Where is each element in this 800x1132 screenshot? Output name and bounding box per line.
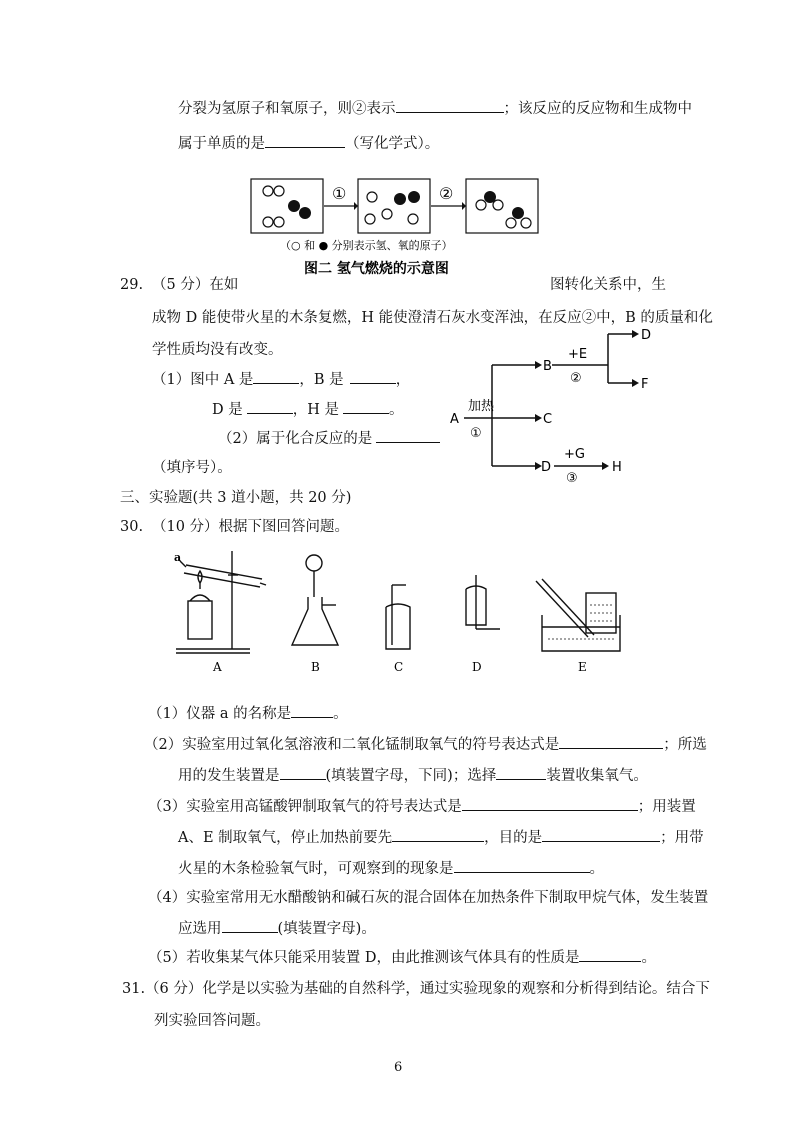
- figure-legend: （○ 和 ● 分别表示氢、氧的原子）: [280, 239, 453, 252]
- q30-part-2-line-1: （2）实验室用过氧化氢溶液和二氧化锰制取氧气的符号表达式是 ；所选: [144, 733, 707, 755]
- q30-part-5: （5）若收集某气体只能采用装置 D，由此推测该气体具有的性质是 。: [148, 946, 656, 968]
- q29-part-1-line-b: D 是 ，H 是 。: [212, 398, 404, 420]
- q30-part-3-line-1: （3）实验室用高锰酸钾制取氧气的符号表达式是 ；用装置: [148, 795, 696, 817]
- q29-flow-diagram: [440, 318, 670, 486]
- blank[interactable]: [247, 398, 293, 414]
- step-2-label: ②: [439, 184, 454, 203]
- node-f: F: [641, 377, 649, 392]
- figure-title: 图二 氢气燃烧的示意图: [304, 261, 449, 277]
- q29-part-1-line-a: （1）图中 A 是 ，B 是 ，: [152, 368, 410, 390]
- node-b: B: [543, 359, 552, 374]
- q31-line-1: 31.（6 分）化学是以实验为基础的自然科学，通过实验现象的观察和分析得到结论。结合下: [122, 981, 710, 997]
- blank[interactable]: [350, 368, 396, 384]
- reaction-2-label: ②: [570, 371, 582, 386]
- page-number: 6: [394, 1060, 403, 1075]
- blank[interactable]: [542, 826, 660, 842]
- q28-line-1: 分裂为氢原子和氧原子，则②表示 ；该反应的反应物和生成物中: [178, 97, 692, 119]
- plus-g-label: +G: [564, 447, 585, 462]
- blank[interactable]: [392, 826, 484, 842]
- q30-part-3-line-3: 火星的木条检验氧气时，可观察到的现象是 。: [178, 857, 604, 879]
- q31-line-2: 列实验回答问题。: [154, 1013, 270, 1029]
- blank[interactable]: [253, 368, 299, 384]
- apparatus-d-label: D: [472, 660, 482, 674]
- q30-part-4-line-1: （4）实验室常用无水醋酸钠和碱石灰的混合固体在加热条件下制取甲烷气体，发生装置: [148, 890, 709, 906]
- q30-number: 30.: [120, 519, 144, 535]
- q28-line-2: 属于单质的是 （写化学式）。: [178, 132, 439, 154]
- blank[interactable]: [291, 702, 333, 718]
- q29-intro-a: （5 分）在如: [152, 277, 239, 293]
- node-h: H: [612, 460, 622, 475]
- hydrogen-combustion-figure: [250, 175, 550, 283]
- blank[interactable]: [559, 733, 663, 749]
- blank[interactable]: [396, 97, 504, 113]
- blank[interactable]: [265, 132, 345, 148]
- node-a: A: [450, 412, 459, 427]
- blank[interactable]: [454, 857, 590, 873]
- reaction-3-label: ③: [566, 471, 578, 486]
- q29-line-2: 成物 D 能使带火星的木条复燃，H 能使澄清石灰水变浑浊，在反应②中，B 的质量和化: [152, 310, 713, 326]
- apparatus-figure: [170, 545, 630, 677]
- node-d-bottom: D: [541, 460, 552, 475]
- q29-part-2-tail: （填序号）。: [152, 460, 232, 476]
- reaction-1-label: ①: [470, 426, 482, 441]
- blank[interactable]: [222, 917, 278, 933]
- blank[interactable]: [376, 427, 440, 443]
- apparatus-e-label: E: [578, 660, 587, 674]
- q30-part-1: （1）仪器 a 的名称是 。: [148, 702, 348, 724]
- blank[interactable]: [579, 946, 641, 962]
- apparatus-c-label: C: [394, 660, 404, 674]
- heat-label: 加热: [468, 399, 495, 414]
- node-d-top: D: [641, 328, 652, 343]
- apparatus-b-label: B: [311, 660, 320, 674]
- blank[interactable]: [280, 764, 326, 780]
- blank[interactable]: [343, 398, 389, 414]
- q30-part-3-line-2: A、E 制取氧气，停止加热前要先 ，目的是 ；用带: [178, 826, 704, 848]
- q30-part-4-line-2: 应选用 (填装置字母)。: [178, 917, 376, 939]
- step-1-label: ①: [332, 184, 347, 203]
- blank[interactable]: [462, 795, 638, 811]
- section-3-title: 三、实验题(共 3 道小题，共 20 分): [120, 490, 352, 506]
- apparatus-a-label: A: [213, 660, 222, 674]
- blank[interactable]: [496, 764, 546, 780]
- node-c: C: [543, 412, 553, 427]
- instrument-a-label: a: [174, 551, 182, 564]
- q29-line-3: 学性质均没有改变。: [152, 342, 283, 358]
- q30-title: （10 分）根据下图回答问题。: [152, 519, 350, 535]
- q29-number: 29.: [120, 277, 144, 293]
- q29-intro-b: 图转化关系中，生: [550, 277, 666, 293]
- q29-part-2: （2）属于化合反应的是: [218, 427, 440, 449]
- plus-e-label: +E: [568, 347, 588, 362]
- q30-part-2-line-2: 用的发生装置是 (填装置字母，下同)；选择 装置收集氧气。: [178, 764, 648, 786]
